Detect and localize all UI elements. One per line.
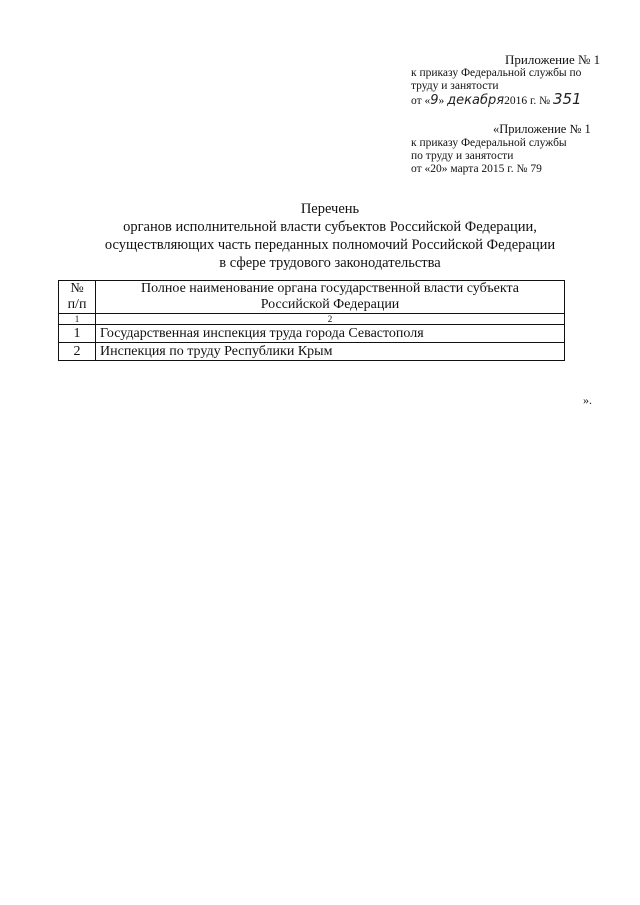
date-year: 2016 г. № [504, 95, 551, 107]
col-number-header-line1: № [70, 281, 84, 296]
row-authority-name: Инспекция по труду Республики Крым [96, 343, 565, 361]
handwritten-day: 9 [430, 93, 439, 108]
table-header-row [59, 281, 565, 314]
table-row [59, 325, 565, 343]
old-appendix-title: «Приложение № 1 [493, 122, 591, 136]
heading-title: Перечень [300, 201, 360, 217]
authorities-table [58, 280, 565, 361]
col-name-header [96, 281, 565, 314]
handwritten-number: 351 [552, 90, 582, 108]
heading-line-3: осуществляющих часть переданных полномочий Российской Федерации [104, 237, 556, 253]
appendix-title: Приложение № 1 [505, 52, 601, 67]
row-number: 1 [59, 325, 96, 343]
document-heading [70, 200, 590, 272]
handwritten-month: декабря [447, 93, 505, 108]
closing-quote: ». [583, 393, 592, 407]
date-mid: » [438, 95, 448, 107]
old-appendix-date-line: от «20» марта 2015 г. № 79 [411, 163, 542, 175]
heading-line-4: в сфере трудового законодательства [219, 255, 441, 271]
appendix-agency-line: труду и занятости [411, 80, 499, 92]
date-prefix: от « [411, 95, 431, 107]
column-number-row [59, 314, 565, 325]
row-number: 2 [59, 343, 96, 361]
old-appendix-order-line: к приказу Федеральной службы [411, 137, 567, 149]
column-number-2: 2 [96, 314, 565, 325]
appendix-order-line: к приказу Федеральной службы по [411, 67, 582, 79]
heading-line-2: органов исполнительной власти субъектов Российской Федерации, [123, 219, 537, 235]
table-row [59, 343, 565, 361]
col-name-header-line1: Полное наименование органа государственной власти субъекта [141, 281, 519, 296]
col-name-header-line2: Российской Федерации [260, 297, 400, 312]
col-number-header-line2: п/п [67, 297, 87, 312]
column-number-1: 1 [59, 314, 96, 325]
old-appendix-agency-line: по труду и занятости [411, 150, 514, 162]
row-authority-name: Государственная инспекция труда города Севастополя [96, 325, 565, 343]
col-number-header [59, 281, 96, 314]
appendix-date-line [411, 90, 582, 108]
